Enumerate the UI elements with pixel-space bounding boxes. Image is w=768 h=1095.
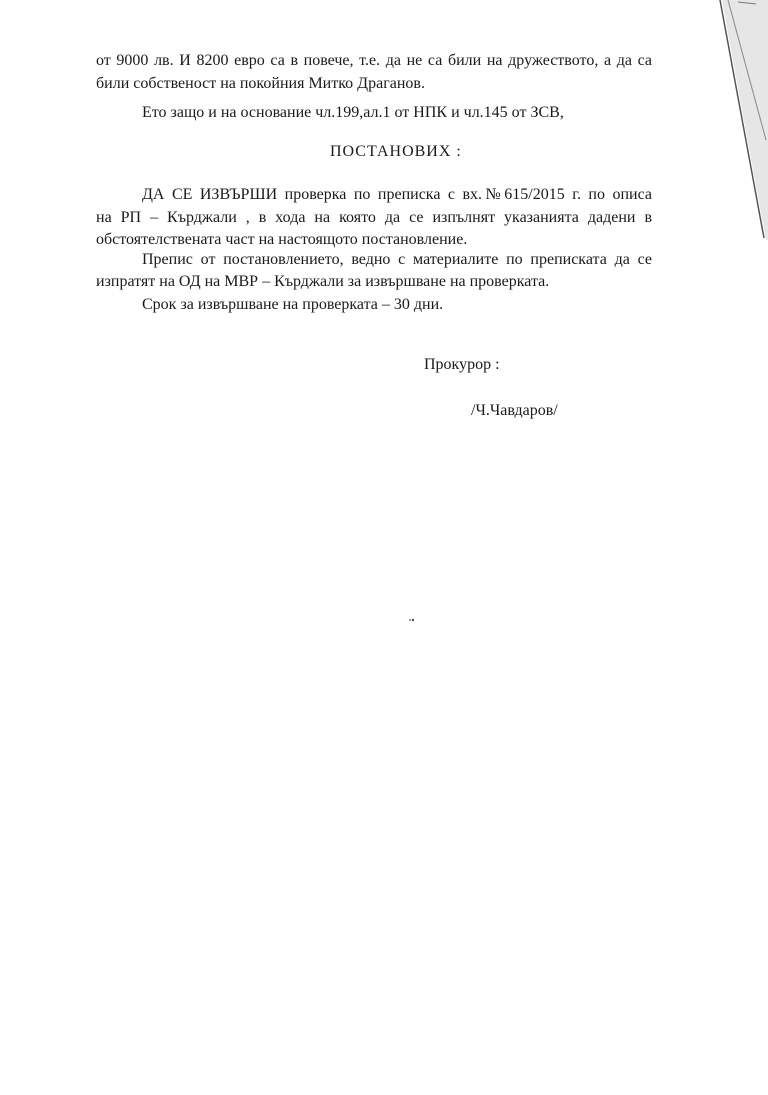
signature-title: Прокурор : xyxy=(424,356,500,373)
paragraph-3-line-2: на РП – Кърджали , в хода на която да се изпълнят указанията дадени в xyxy=(96,209,652,226)
paragraph-3-line-3: обстоятелствената част на настоящото постановление. xyxy=(96,231,468,248)
paragraph-4-line-1: Препис от постановлението, ведно с материалите по преписката да се xyxy=(142,251,652,268)
paragraph-4-line-2: изпратят на ОД на МВР – Кърджали за извършване на проверката. xyxy=(96,273,550,290)
signature-name: /Ч.Чавдаров/ xyxy=(471,402,558,419)
scan-edge-shadow xyxy=(708,0,768,240)
paragraph-5: Срок за извършване на проверката – 30 дни. xyxy=(142,296,444,313)
paragraph-3-line-1: ДА СЕ ИЗВЪРШИ проверка по преписка с вх.№615/2015 г. по описа xyxy=(142,186,652,203)
scan-speck xyxy=(408,618,416,622)
paragraph-1-line-1: от 9000 лв. И 8200 евро са в повече, т.е. да не са били на дружеството, а да са xyxy=(96,52,652,69)
paragraph-2: Ето защо и на основание чл.199,ал.1 от НПК и чл.145 от ЗСВ, xyxy=(142,104,564,121)
resolution-heading: ПОСТАНОВИХ : xyxy=(330,143,462,160)
paragraph-1-line-2: били собственост на покойния Митко Драганов. xyxy=(96,75,425,92)
